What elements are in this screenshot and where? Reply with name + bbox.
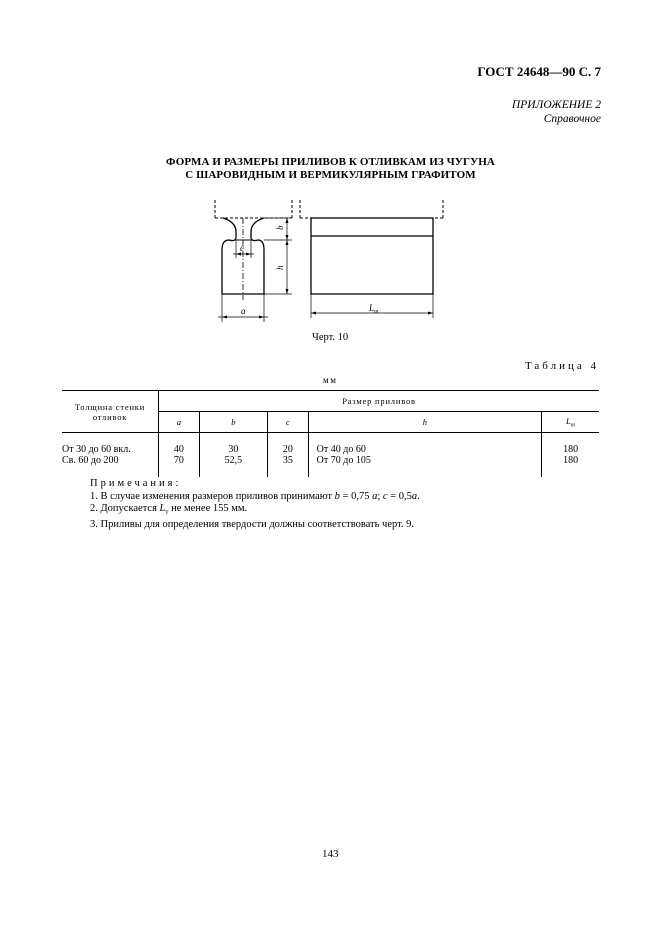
- cell-a: 70: [159, 455, 200, 466]
- right-side-drawing: [300, 200, 443, 318]
- left-profile-drawing: [215, 200, 292, 322]
- cell-b: 30: [199, 444, 267, 455]
- cell-c: 35: [268, 455, 309, 466]
- row-label: Св. 60 до 200: [62, 455, 119, 466]
- page-number: 143: [322, 848, 339, 860]
- appendix-note: Справочное: [543, 113, 601, 125]
- column-header-line-1: Толщина стенки: [74, 401, 146, 412]
- appendix-title: ПРИЛОЖЕНИЕ 2: [511, 99, 601, 111]
- document-reference: ГОСТ 24648—90 С. 7: [477, 64, 601, 79]
- cell-h: От 40 до 60: [308, 444, 542, 455]
- table-unit: мм: [323, 375, 338, 385]
- note-1: 1. В случае изменения размеров приливов принимают b = 0,75 a; c = 0,5a.: [90, 490, 420, 502]
- cell-h: От 70 до 105: [308, 455, 542, 466]
- subheader-c: c: [268, 412, 309, 433]
- notes-heading: Примечания:: [90, 478, 182, 489]
- note-2: 2. Допускается $L_т$ не менее 155 мм.: [90, 503, 248, 517]
- cell-l: 180: [542, 455, 599, 466]
- cell-a: 40: [159, 444, 200, 455]
- dim-label-h: h: [275, 265, 285, 270]
- column-header-wall-thickness: [62, 391, 159, 433]
- figure-caption: Черт. 10: [312, 332, 349, 343]
- subheader-h: h: [308, 412, 542, 433]
- notes-block: [90, 478, 420, 531]
- cell-c: 20: [268, 444, 309, 455]
- table-row: [62, 444, 599, 455]
- dim-label-a: a: [241, 306, 246, 316]
- dim-label-b: b: [275, 225, 285, 230]
- subheader-l: $L_т$: [542, 412, 599, 433]
- dim-label-l: $L_т$: [369, 303, 379, 315]
- cell-b: 52,5: [199, 455, 267, 466]
- dim-label-c: c: [240, 243, 244, 253]
- subheader-b: b: [199, 412, 267, 433]
- row-label: От 30 до 60 вкл.: [62, 444, 131, 455]
- subheader-a: a: [159, 412, 200, 433]
- sizes-table: [62, 390, 599, 477]
- note-3: 3. Приливы для определения твердости должны соответствовать черт. 9.: [90, 518, 415, 530]
- title-line-2: С ШАРОВИДНЫМ И ВЕРМИКУЛЯРНЫМ ГРАФИТОМ: [185, 169, 476, 181]
- group-header-sizes: Размер приливов: [159, 391, 600, 412]
- technical-drawing: [0, 0, 661, 340]
- title-line-1: ФОРМА И РАЗМЕРЫ ПРИЛИВОВ К ОТЛИВКАМ ИЗ ЧУГУНА: [166, 156, 495, 168]
- table-number: Таблица 4: [524, 360, 599, 372]
- table-row: [62, 455, 599, 466]
- cell-l: 180: [542, 444, 599, 455]
- column-header-line-2: отливок: [92, 411, 128, 422]
